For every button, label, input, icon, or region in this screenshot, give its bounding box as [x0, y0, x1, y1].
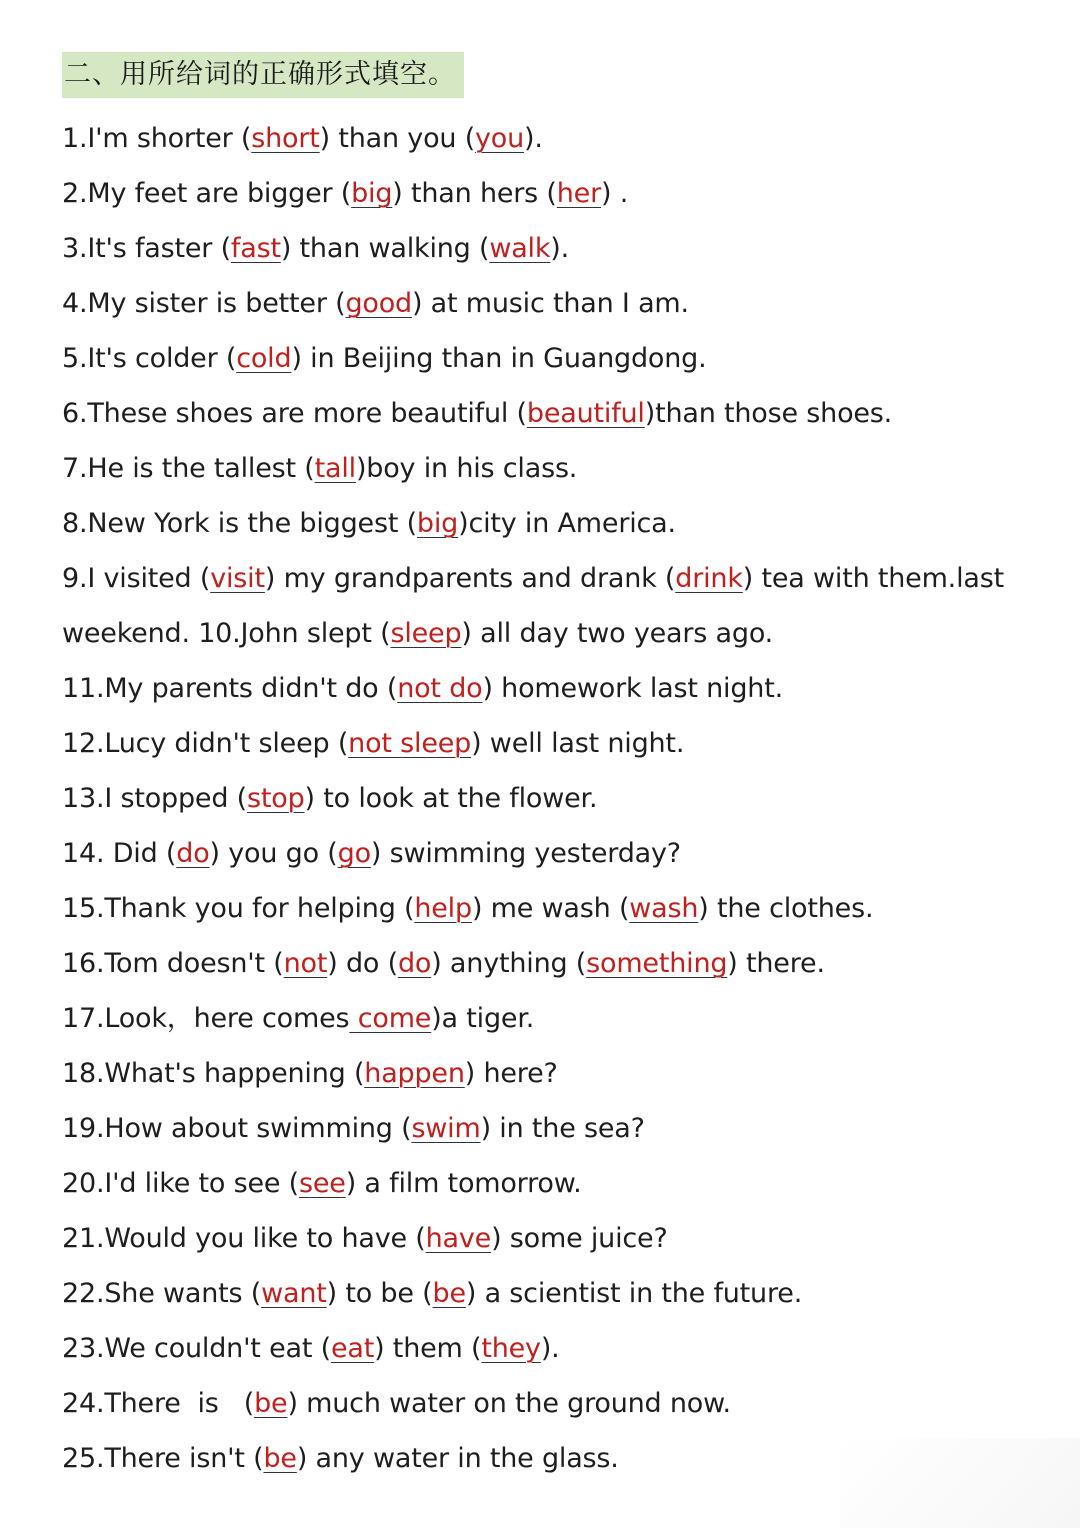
exercise-line: [62, 826, 1052, 881]
exercise-line: [62, 1431, 1052, 1486]
worksheet: [62, 52, 1052, 1486]
answer-word: cold: [236, 343, 292, 374]
answer-word: big: [416, 508, 459, 539]
answer-word: do: [397, 948, 432, 979]
answer-word: not: [283, 948, 328, 979]
answer-word: short: [251, 123, 320, 154]
exercise-line: [62, 1156, 1052, 1211]
exercise-line: [62, 111, 1052, 166]
sentence-text: ) at music than I am.: [411, 288, 689, 319]
answer-word: big: [351, 178, 393, 209]
answer-word: happen: [364, 1058, 465, 1089]
sentence-text: 13.I stopped (: [62, 783, 248, 814]
answer-word: her: [556, 178, 601, 209]
sentence-text: ) there.: [727, 948, 825, 979]
sentence-text: ) me wash (: [471, 893, 630, 924]
exercise-line: [62, 936, 1052, 991]
exercise-list: [62, 111, 1052, 1486]
sentence-text: 16.Tom doesn't (: [62, 948, 284, 979]
sentence-text: ) .: [601, 178, 629, 209]
sentence-text: 19.How about swimming (: [62, 1113, 412, 1144]
sentence-text: 17.Look，here comes: [62, 1003, 350, 1034]
sentence-text: ) any water in the glass.: [296, 1443, 619, 1474]
sentence-text: ) do (: [327, 948, 398, 979]
sentence-text: 1.I'm shorter (: [62, 123, 252, 154]
sentence-text: )a tiger.: [431, 1003, 535, 1034]
exercise-line: [62, 606, 1052, 661]
sentence-text: 6.These shoes are more beautiful (: [62, 398, 527, 429]
answer-word: come: [349, 1003, 432, 1034]
answer-word: fast: [230, 233, 281, 264]
exercise-line: [62, 441, 1052, 496]
answer-word: help: [414, 893, 472, 924]
sentence-text: 18.What's happening (: [62, 1058, 365, 1089]
exercise-line: [62, 881, 1052, 936]
sentence-text: ) a scientist in the future.: [465, 1278, 803, 1309]
sentence-text: 20.I'd like to see (: [62, 1168, 300, 1199]
exercise-line: [62, 221, 1052, 276]
sentence-text: 3.It's faster (: [62, 233, 231, 264]
answer-word: see: [299, 1168, 346, 1199]
sentence-text: 12.Lucy didn't sleep (: [62, 728, 349, 759]
sentence-text: ) a film tomorrow.: [345, 1168, 582, 1199]
exercise-line: [62, 1376, 1052, 1431]
sentence-text: 9.I visited (: [62, 563, 211, 594]
sentence-text: 15.Thank you for helping (: [62, 893, 415, 924]
answer-word: stop: [247, 783, 305, 814]
sentence-text: 8.New York is the biggest (: [62, 508, 417, 539]
answer-word: swim: [411, 1113, 481, 1144]
answer-word: good: [345, 288, 412, 319]
sentence-text: ) than you (: [319, 123, 476, 154]
sentence-text: 7.He is the tallest (: [62, 453, 315, 484]
sentence-text: ) to be (: [326, 1278, 433, 1309]
exercise-line: [62, 1101, 1052, 1156]
sentence-text: 24.There is (: [62, 1388, 255, 1419]
answer-word: beautiful: [526, 398, 645, 429]
answer-word: want: [261, 1278, 327, 1309]
sentence-text: ) tea with them.last: [742, 563, 1004, 594]
sentence-text: ) than hers (: [392, 178, 557, 209]
answer-word: sleep: [390, 618, 462, 649]
answer-word: visit: [210, 563, 265, 594]
sentence-text: ) anything (: [431, 948, 587, 979]
sentence-text: 4.My sister is better (: [62, 288, 346, 319]
answer-word: something: [586, 948, 728, 979]
sentence-text: ) homework last night.: [482, 673, 783, 704]
sentence-text: 2.My feet are bigger (: [62, 178, 352, 209]
sentence-text: ).: [524, 123, 543, 154]
exercise-line: [62, 771, 1052, 826]
sentence-text: ) all day two years ago.: [461, 618, 774, 649]
sentence-text: ) the clothes.: [698, 893, 874, 924]
sentence-text: )city in America.: [458, 508, 676, 539]
exercise-line: [62, 166, 1052, 221]
exercise-line: [62, 991, 1052, 1046]
answer-word: they: [481, 1333, 541, 1364]
sentence-text: 11.My parents didn't do (: [62, 673, 398, 704]
answer-word: tall: [314, 453, 356, 484]
exercise-line: [62, 496, 1052, 551]
answer-word: not do: [397, 673, 483, 704]
sentence-text: ) than walking (: [280, 233, 490, 264]
sentence-text: ) in the sea?: [480, 1113, 645, 1144]
sentence-text: ).: [550, 233, 570, 264]
answer-word: eat: [330, 1333, 375, 1364]
sentence-text: )boy in his class.: [355, 453, 578, 484]
answer-word: walk: [489, 233, 551, 264]
exercise-line: [62, 1266, 1052, 1321]
exercise-line: [62, 1321, 1052, 1376]
exercise-line: [62, 386, 1052, 441]
answer-word: drink: [675, 563, 743, 594]
sentence-text: weekend. 10.John slept (: [62, 618, 391, 649]
sentence-text: ) in Beijing than in Guangdong.: [291, 343, 707, 374]
sentence-text: 14. Did (: [62, 838, 177, 869]
sentence-text: ).: [540, 1333, 560, 1364]
answer-word: you: [475, 123, 525, 154]
answer-word: be: [254, 1388, 288, 1419]
answer-word: wash: [629, 893, 699, 924]
sentence-text: ) my grandparents and drank (: [264, 563, 676, 594]
answer-word: have: [425, 1223, 492, 1254]
answer-word: go: [337, 838, 371, 869]
sentence-text: ) to look at the flower.: [304, 783, 598, 814]
sentence-text: 21.Would you like to have (: [62, 1223, 426, 1254]
section-heading: 二、用所给词的正确形式填空。: [62, 52, 464, 98]
exercise-line: [62, 716, 1052, 771]
answer-word: do: [176, 838, 210, 869]
exercise-line: [62, 1211, 1052, 1266]
exercise-line: [62, 1046, 1052, 1101]
sentence-text: ) some juice?: [491, 1223, 668, 1254]
sentence-text: ) here?: [464, 1058, 558, 1089]
answer-word: be: [263, 1443, 297, 1474]
sentence-text: )than those shoes.: [644, 398, 893, 429]
exercise-line: [62, 661, 1052, 716]
answer-word: not sleep: [348, 728, 472, 759]
sentence-text: 22.She wants (: [62, 1278, 262, 1309]
sentence-text: 25.There isn't (: [62, 1443, 264, 1474]
exercise-line: [62, 331, 1052, 386]
sentence-text: ) them (: [374, 1333, 482, 1364]
sentence-text: 5.It's colder (: [62, 343, 237, 374]
sentence-text: ) swimming yesterday?: [370, 838, 681, 869]
answer-word: be: [432, 1278, 466, 1309]
exercise-line: [62, 276, 1052, 331]
sentence-text: ) well last night.: [471, 728, 685, 759]
sentence-text: ) much water on the ground now.: [287, 1388, 731, 1419]
sentence-text: 23.We couldn't eat (: [62, 1333, 331, 1364]
exercise-line: [62, 551, 1052, 606]
sentence-text: ) you go (: [209, 838, 338, 869]
